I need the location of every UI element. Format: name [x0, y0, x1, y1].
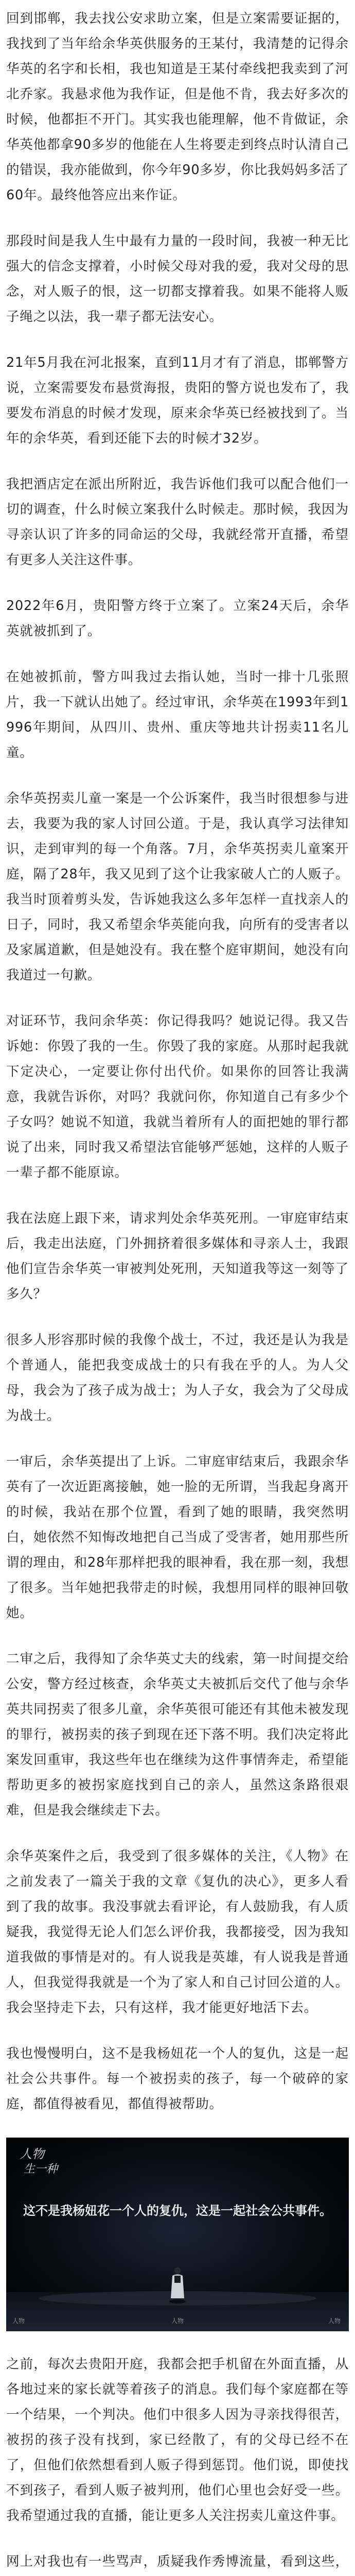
screen-caption: 这不是我杨妞花一个人的复仇，这是一起社会公共事件。 [23, 2204, 332, 2218]
paragraph: 2022年6月，贵阳警方终于立案了。立案24天后，余华英就被抓到了。 [6, 598, 349, 639]
paragraph: 对证环节，我问余华英：你记得我吗？她说记得。我又告诉她：你毁了我的一生。你毁了我的家庭。从那时起我就下定决心，一定要让你付出代价。如果你的回答让我满意，我就告诉你，对吗？我就问你，你知道自己有多少个子女吗？她说不知道，我就当着所有人的面把她的罪行都说了出来，同时我又希望法官能够严惩她，这样的人贩子一辈子都不能原谅。 [6, 1013, 349, 1180]
watermark-center: 人物 [171, 2317, 184, 2325]
paragraph: 很多人形容那时候的我像个战士，不过，我还是认为我是个普通人，能把我变成战士的只有我在乎的人。为人父母，我会为了孩子成为战士；为人子女，我会为了父母成为战士。 [6, 1332, 349, 1423]
paragraph: 一审后，余华英提出了上诉。二审庭审结束后，我跟余华英有了一次近距离接触，她一脸的无所谓，当我起身离开的时候，我站在那个位置，看到了她的眼睛，我突然明白，她依然不知悔改地把自己当成了受害者，她用那些所谓的理由，和28年那样把我的眼神看，我在那一刻，我想了很多。当年她把我带走的时候，我想用同样的眼神回敬她。 [6, 1454, 349, 1621]
paragraph: 二审之后，我得知了余华英丈夫的线索，第一时间提交给公安，警方经过核查，余华英丈夫被抓后交代了他与余华英共同拐卖了很多儿童，余华英很可能还有其他未被发现的罪行，被拐卖的孩子到现在还下落不明。我们决定将此案发回重审，我这些年也在继续为这件事情奔走，希望能帮助更多的被拐家庭找到自己的亲人，虽然这条路很艰难，但是我会继续走下去。 [6, 1651, 349, 1818]
watermark-left: 人物 [12, 2317, 25, 2325]
paragraph: 回到邯郸，我去找公安求助立案，但是立案需要证据的，我找到了当年给余华英供服务的王某付，我清楚的记得余华英的名字和长相，我也知道是王某付牵线把我卖到了河北乔家。我悬求他为我作证，但是他不肯，我去好多次的时候，他都拒不开门。其实我也能理解，他不肯做证，余华英他都拿90多岁的他能在人生将要走到终点时认清自己的错误，我亦能做到，你今年90多岁，你比我妈妈多活了60年。最终他答应出来作证。 [6, 11, 349, 203]
paragraph: 余华英拐卖儿童一案是一个公诉案件，我当时很想参与进去，我要为我的家人讨回公道。于是，我认真学习法律知识，走到审判的每一个角落。7月，余华英拐卖儿童案开庭，隔了28年，我又见到了这个让我家破人亡的人贩子。我当时顶着剪头发，告诉她我这么多年怎样一直找亲人的日子，同时，我又希望余华英能向我，向所有的受害者以及家属道歉，但是她没有。我在整个庭审期间，她没有向我道过一句歉。 [6, 791, 349, 983]
paragraph: 我也慢慢明白，这不是我杨妞花一个人的复仇，这是一起社会公共事件。每一个被拐卖的孩子，每一个破碎的家庭，都值得被看见，都值得被帮助。 [6, 2046, 349, 2112]
watermark-right: 人物 [328, 2317, 341, 2325]
paragraph: 余华英案件之后，我受到了很多媒体的关注，《人物》在之前发表了一篇关于我的文章《复仇的决心》，更多人看到了我的故事。我没事就去看评论，有人鼓励我，有人质疑我，我觉得无论人们怎么评价我，我都接受，因为我知道我做的事情是对的。有人说我是英雄，有人说我是普通人，但我觉得我就是一个为了家人和自己讨回公道的人。我会坚持走下去，只有这样，我才能更好地活下去。 [6, 1849, 349, 2015]
paragraph: 我在法庭上跟下来，请求判处余华英死刑。一审庭审结束后，我走出法庭，门外拥挤着很多媒体和寻亲人士，我跟他们宣告余华英一审被判处死刑，天知道我等这一刻等了多久？ [6, 1211, 349, 1302]
paragraph: 那段时间是我人生中最有力量的一段时间，我被一种无比强大的信念支撑着，小时候父母对我的爱，我对父母的思念，对人贩子的恨，这一切都支撑着我。如果不能将人贩子绳之以法，我一辈子都无法安心。 [6, 233, 349, 325]
speech-photo-svg [6, 2138, 349, 2331]
speech-photo [6, 2138, 349, 2331]
logo-line1: 人物 [20, 2147, 44, 2161]
paragraph: 网上对我也有一些骂声，质疑我作秀博流量，看到这些， [6, 2554, 349, 2569]
logo-line2: 生一种 [24, 2163, 58, 2176]
paragraph: 在她被抓前，警方叫我过去指认她，当时一排十几张照片，我一下就认出她了。经过审讯，余华英在1993年到1996年期间，从四川、贵州、重庆等地共计拐卖11名儿童。 [6, 669, 349, 760]
paragraph: 21年5月我在河北报案，直到11月才有了消息，邯郸警方说，立案需要发布悬赏海报，贵阳的警方说也发布了，我要发布消息的时候才发现，原来余华英已经被找到了。当年的余华英，看到还能下去的时候才32岁。 [6, 355, 349, 446]
paragraph: 我把酒店定在派出所附近，我告诉他们我可以配合他们一切的调查，什么时候立案我什么时候走。那时候，我因为寻亲认识了许多的同命运的父母，我就经常开直播，希望有更多人关注这件事。 [6, 477, 349, 568]
paragraph: 之前，每次去贵阳开庭，我都会把手机留在外面直播，从各地过来的家长就等着孩子的消息。我们每个家庭都在等一个结果，一个判决。他们中很多人因为寻亲找得很苦，被拐的孩子没有找到，家已经散了，有的父母已经不在了，但他们依然想看到人贩子得到惩罚。他们说，即使找不到孩子，看到人贩子被判刑，他们心里也会好受一些。我希望通过我的直播，能让更多人关注拐卖儿童这件事。 [6, 2357, 349, 2523]
